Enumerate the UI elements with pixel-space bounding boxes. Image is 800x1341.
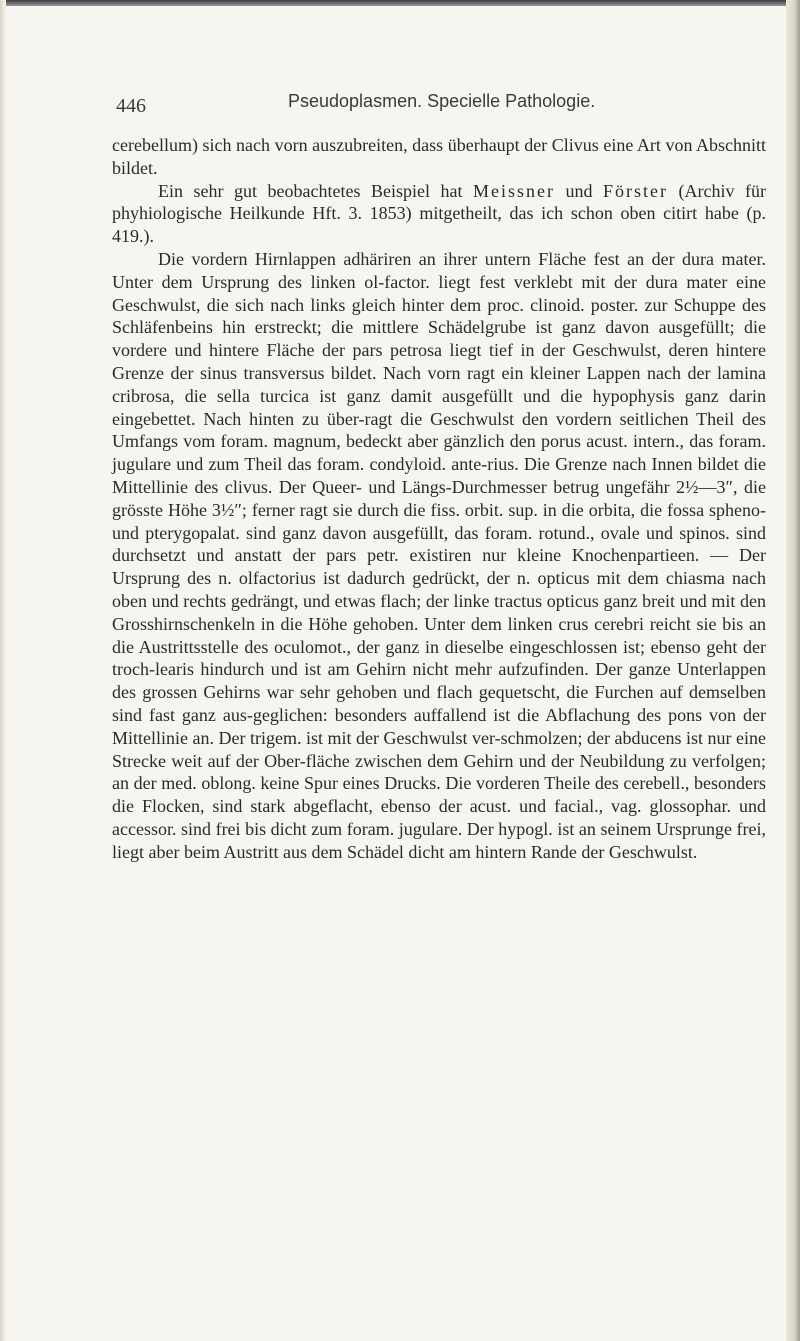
author-foerster: Förster [603,180,669,201]
author-meissner: Meissner [473,180,555,201]
body-text [112,134,766,864]
paragraph-3: Die vordern Hirnlappen adhäriren an ihrer untern Fläche fest an der dura mater. Unter dem Ursprung des linken ol-factor. liegt fest verklebt mit der dura mater eine Geschwulst, die sich nach links gleich hinter dem proc. clinoid. poster. zur Schuppe des Schläfenbeins hin erstreckt; die mittlere Schädelgrube ist ganz davon ausgefüllt; die vordere und hintere Fläche der pars petrosa liegt tief in der Geschwulst, deren hintere Grenze der sinus transversus bildet. Nach vorn ragt ein kleiner Lappen nach der lamina cribrosa, die sella turcica ist ganz damit ausgefüllt und die hypophysis ganz darin eingebettet. Nach hinten zu über-ragt die Geschwulst den vordern seitlichen Theil des Umfangs vom foram. magnum, bedeckt aber gänzlich den porus acust. intern., das foram. jugulare und zum Theil das foram. condyloid. ante-rius. Die Grenze nach Innen bildet die Mittellinie des clivus. Der Queer- und Längs-Durchmesser betrug ungefähr 2½—3″, die grösste Höhe 3½″; ferner ragt sie durch die fiss. orbit. sup. in die orbita, die fossa spheno- und pterygopalat. sind ganz davon ausgefüllt, das foram. rotund., ovale und spinos. sind durchsetzt und anstatt der pars petr. existiren nur kleine Knochenpartieen. — Der Ursprung des n. olfactorius ist dadurch gedrückt, der n. opticus mit dem chiasma nach oben und rechts gedrängt, und etwas flach; der linke tractus opticus ganz breit und mit den Grosshirnschenkeln in die Höhe gehoben. Unter dem linken crus cerebri reicht sie bis an die Austrittsstelle des oculomot., der ganz in dieselbe eingeschlossen ist; ebenso geht der troch-learis hindurch und ist am Gehirn nicht mehr aufzufinden. Der ganze Unterlappen des grossen Gehirns war sehr gehoben und flach gequetscht, die Furchen auf demselben sind fast ganz aus-geglichen: besonders auffallend ist die Abflachung des pons von der Mittellinie an. Der trigem. ist mit der Geschwulst ver-schmolzen; der abducens ist nur eine Strecke weit auf der Ober-fläche zwischen dem Gehirn und der Neubildung zu verfolgen; an der med. oblong. keine Spur eines Drucks. Die vorderen Theile des cerebell., besonders die Flocken, sind stark abgeflacht, ebenso der acust. und facial., vag. glossophar. und accessor. sind frei bis dicht zum foram. jugulare. Der hypogl. ist an seinem Ursprunge frei, liegt aber beim Austritt aus dem Schädel dicht am hintern Rande der Geschwulst. [112,248,766,862]
paragraph-2 [112,180,766,248]
scan-top-edge [0,0,800,6]
running-header [116,87,766,117]
running-title: Pseudoplasmen. Specielle Pathologie. [288,91,596,111]
page-right-edge [786,0,800,1341]
paragraph-2-post: (Archiv für phyhiologische Heilkunde Hft. 3. 1853) mitgetheilt, das ich schon oben citirt habe (p. 419.). [112,180,767,247]
page-left-edge [0,0,6,1341]
page-number: 446 [116,95,146,117]
paragraph-2-mid: und [555,180,604,201]
paragraph-2-pre: Ein sehr gut beobachtetes Beispiel hat [158,180,473,201]
paragraph-1: cerebellum) sich nach vorn auszubreiten, dass überhaupt der Clivus eine Art von Abschnitt bildet. [112,135,766,178]
